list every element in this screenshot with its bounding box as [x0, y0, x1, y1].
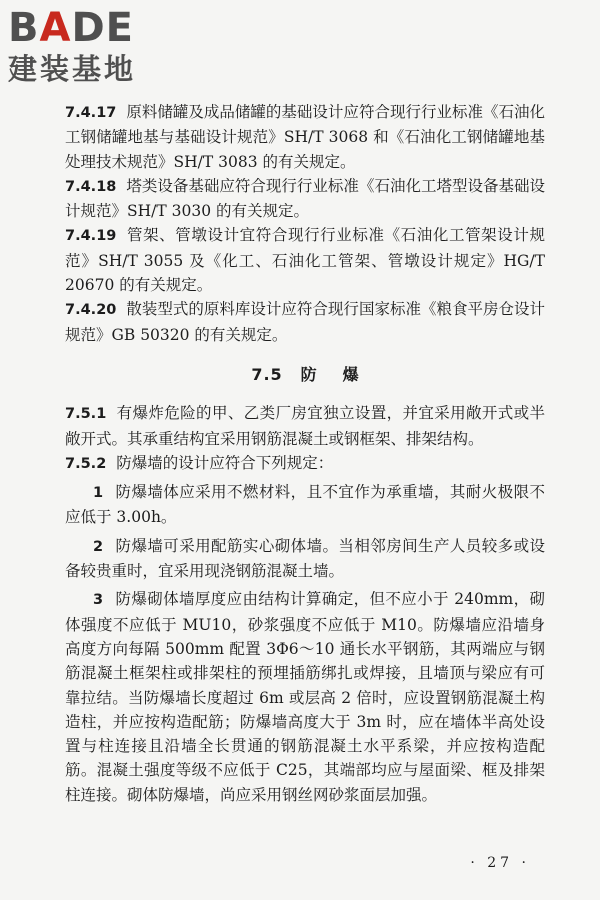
- clause-number: 7.4.19: [65, 228, 117, 245]
- item-text: 防爆砌体墙厚度应由结构计算确定，但不应小于 240mm，砌体强度不应低于 MU10，砂浆强度不应低于 M10。防爆墙应沿墙身高度方向每隔 500mm 配置 3Φ6～10 通长水平钢筋，其两端应与钢筋混凝土框架柱或排架柱的预埋插筋绑扎或焊接，且墙顶与梁应有可靠拉结。当防爆墙长度超过 6m 或层高 2 倍时，应设置钢筋混凝土构造柱，并应按构造配筋；防爆墙高度大于 3m 时，应在墙体半高处设置与柱连接且沿墙全长贯通的钢筋混凝土水平系梁，并应按构造配筋。混凝土强度等级不应低于 C25，其端部均应与屋面梁、框及排架柱连接。砌体防爆墙，尚应采用钢丝网砂浆面层加强。: [65, 590, 545, 804]
- logo-letters-de: DE: [71, 5, 134, 51]
- clause-text: 原料储罐及成品储罐的基础设计应符合现行行业标准《石油化工钢储罐地基与基础设计规范》SH/T 3068 和《石油化工钢储罐地基处理技术规范》SH/T 3083 的有关规定。: [65, 103, 545, 171]
- clause-number: 7.4.18: [65, 178, 117, 195]
- list-item-1: [65, 480, 545, 530]
- logo-letter-a-accent: A: [39, 5, 72, 51]
- logo-subtitle: 建装基地: [8, 52, 137, 86]
- clause-7-4-19: [65, 223, 545, 297]
- page-number: · 27 ·: [470, 855, 530, 871]
- clause-number: 7.4.20: [65, 302, 117, 319]
- clause-number: 7.4.17: [65, 105, 117, 121]
- item-text: 防爆墙体应采用不燃材料，且不宜作为承重墙，其耐火极限不应低于 3.00h。: [65, 483, 545, 527]
- item-text: 防爆墙可采用配筋实心砌体墙。当相邻房间生产人员较多或设备较贵重时，宜采用现浇钢筋混凝土墙。: [65, 536, 545, 581]
- section-title-text: 防爆: [300, 364, 385, 384]
- clause-text: 散装型式的原料库设计应符合现行国家标准《粮食平房仓设计规范》GB 50320 的有关规定。: [65, 300, 545, 344]
- clause-7-4-20: [65, 297, 545, 347]
- item-number: 2: [93, 538, 104, 555]
- page-body: [65, 100, 545, 807]
- clause-text: 有爆炸危险的甲、乙类厂房宜独立设置，并宜采用敞开式或半敞开式。其承重结构宜采用钢筋混凝土或钢框架、排架结构。: [65, 404, 545, 448]
- logo-wordmark: [8, 6, 178, 50]
- clause-text: 塔类设备基础应符合现行行业标准《石油化工塔型设备基础设计规范》SH/T 3030 的有关规定。: [65, 176, 545, 221]
- section-heading: [65, 363, 545, 387]
- clause-text: 防爆墙的设计应符合下列规定：: [116, 453, 334, 472]
- item-number: 1: [93, 485, 104, 502]
- clause-number: 7.5.2: [65, 455, 107, 472]
- clause-text: 管架、管墩设计宜符合现行行业标准《石油化工管架设计规范》SH/T 3055 及《化工、石油化工管架、管墩设计规定》HG/T 20670 的有关规定。: [65, 226, 545, 295]
- bade-logo: [8, 6, 178, 92]
- clause-7-5-1: [65, 401, 545, 451]
- clause-7-5-2: [65, 451, 545, 476]
- list-item-2: [65, 534, 545, 584]
- list-item-3: [65, 587, 545, 807]
- clause-7-4-18: [65, 174, 545, 224]
- item-number: 3: [93, 592, 104, 609]
- clause-7-4-17: [65, 100, 545, 174]
- section-number: 7.5: [251, 364, 283, 384]
- clause-number: 7.5.1: [65, 406, 107, 423]
- logo-letter-b: B: [8, 5, 40, 51]
